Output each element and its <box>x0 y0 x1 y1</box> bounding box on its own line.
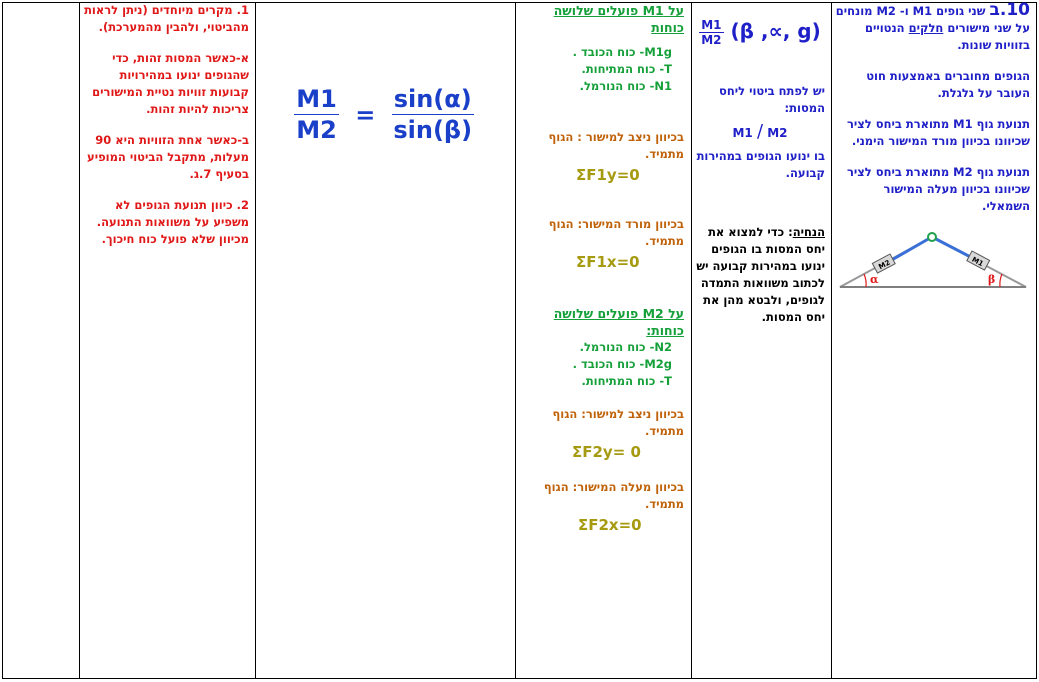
ratio-numerator: M1 <box>732 126 753 140</box>
expr-numerator: M1 <box>701 18 722 32</box>
m2-force-normal: N2- כוח הנורמל. <box>579 340 672 354</box>
ratio-denominator: M2 <box>767 126 788 140</box>
m1-force-normal: N1- כוח הנורמל. <box>579 79 672 93</box>
m1-force-gravity: M1g- כוח הכובד . <box>572 45 672 59</box>
m2-perp-equation: ΣF2y= 0 <box>572 443 641 461</box>
alpha-label: α <box>870 273 879 286</box>
intro-end: הנטויים בזוויות שונות. <box>864 21 1030 52</box>
pulley-text: הגופים מחוברים באמצעות חוט העובר על גלגלת. <box>866 69 1030 100</box>
svg-text:M2: M2 <box>877 258 892 272</box>
problem-statement-cell <box>834 2 1030 295</box>
column-divider <box>691 3 692 678</box>
right-angle-text: ב-כאשר אחת הזוויות היא 90 מעלות, מתקבל הביטוי המופיע בסעיף 7.ג. <box>87 133 249 181</box>
constant-speed-text: בו ינועו הגופים במהירות קבועה. <box>696 149 825 180</box>
m2-perp-text: בכיוון ניצב למישור: הגוף מתמיד. <box>552 407 684 438</box>
beta-label: β <box>988 273 996 286</box>
intro-text <box>834 2 1030 54</box>
question-number: 10.ב <box>989 0 1030 20</box>
expr-args: (β ,∝, g) <box>730 19 821 43</box>
m2-force-gravity: M2g- כוח הכובד . <box>572 357 672 371</box>
result-formula <box>256 84 512 145</box>
column-divider <box>79 3 80 678</box>
m1-perp-text: בכיוון ניצב למישור : הגוף מתמיד. <box>548 130 684 161</box>
m1-forces-title: על M1 פועלים שלושה כוחות <box>553 3 684 35</box>
ratio-expression <box>695 18 825 47</box>
m2-up-equation: ΣF2x=0 <box>578 516 642 534</box>
task-question: יש לפתח ביטוי ליחס המסות: <box>719 84 825 115</box>
direction-text: 2. כיוון תנועת הגופים לא משפיע על משוואות התנועה. מכיוון שלא פועל כוח חיכוך. <box>96 198 249 246</box>
equal-masses-text: א-כאשר המסות זהות, כדי שהגופים ינועו במהירויות קבועות זוויות נטיית המישורים צריכות להיות זהות. <box>92 51 249 116</box>
column-divider <box>831 3 832 678</box>
m1-perp-equation: ΣF1y=0 <box>576 166 640 184</box>
triangle-planes <box>840 237 1026 287</box>
task-cell <box>695 2 825 326</box>
mass-ratio: M1 / M2 <box>732 121 788 142</box>
m1-down-equation: ΣF1x=0 <box>576 253 640 271</box>
pulley-icon <box>928 233 936 241</box>
equals-sign: = <box>355 100 376 129</box>
forces-cell <box>520 2 684 534</box>
smooth-link: חלקים <box>908 21 944 35</box>
svg-text:M1: M1 <box>970 255 985 269</box>
hint-text <box>695 224 825 326</box>
column-divider <box>515 3 516 678</box>
m2-force-tension: T- כוח המתיחות. <box>581 374 672 388</box>
inclined-planes-diagram <box>836 217 1030 295</box>
m1-force-tension: T- כוח המתיחות. <box>581 62 672 76</box>
rhs-numerator: sin(α) <box>393 85 472 113</box>
m2-forces-title: על M2 פועלים שלושה כוחות: <box>553 306 684 338</box>
intro-part: שני גופים M1 ו- M2 מונחים על שני מישורים <box>835 4 1030 35</box>
expr-denominator: M2 <box>701 33 722 47</box>
m1-axis-text: תנועת גוף M1 מתוארת ביחס לציר שכיוונו בכיוון מורד המישור הימני. <box>846 117 1030 148</box>
special-cases-text: 1. מקרים מיוחדים (ניתן לראות מהביטוי, ולהבין מהמערכת). <box>84 3 249 34</box>
lhs-denominator: M2 <box>296 116 337 144</box>
m2-axis-text: תנועת גוף M2 מתוארת ביחס לציר שכיוונו בכיוון מעלה המישור השמאלי. <box>846 165 1030 213</box>
m1-down-text: בכיוון מורד המישור: הגוף מתמיד. <box>548 217 684 248</box>
rhs-denominator: sin(β) <box>393 116 473 144</box>
hint-body: : כדי למצוא את יחס המסות בו הגופים ינועו במהירות קבועה יש לכתוב משוואות התמדה לגופים, ולבטא מהן את יחס המסות. <box>696 225 825 324</box>
m2-up-text: בכיוון מעלה המישור: הגוף מתמיד. <box>543 480 684 511</box>
notes-cell <box>82 2 249 248</box>
hint-label: הנחיה <box>792 225 825 239</box>
lhs-numerator: M1 <box>296 85 337 113</box>
